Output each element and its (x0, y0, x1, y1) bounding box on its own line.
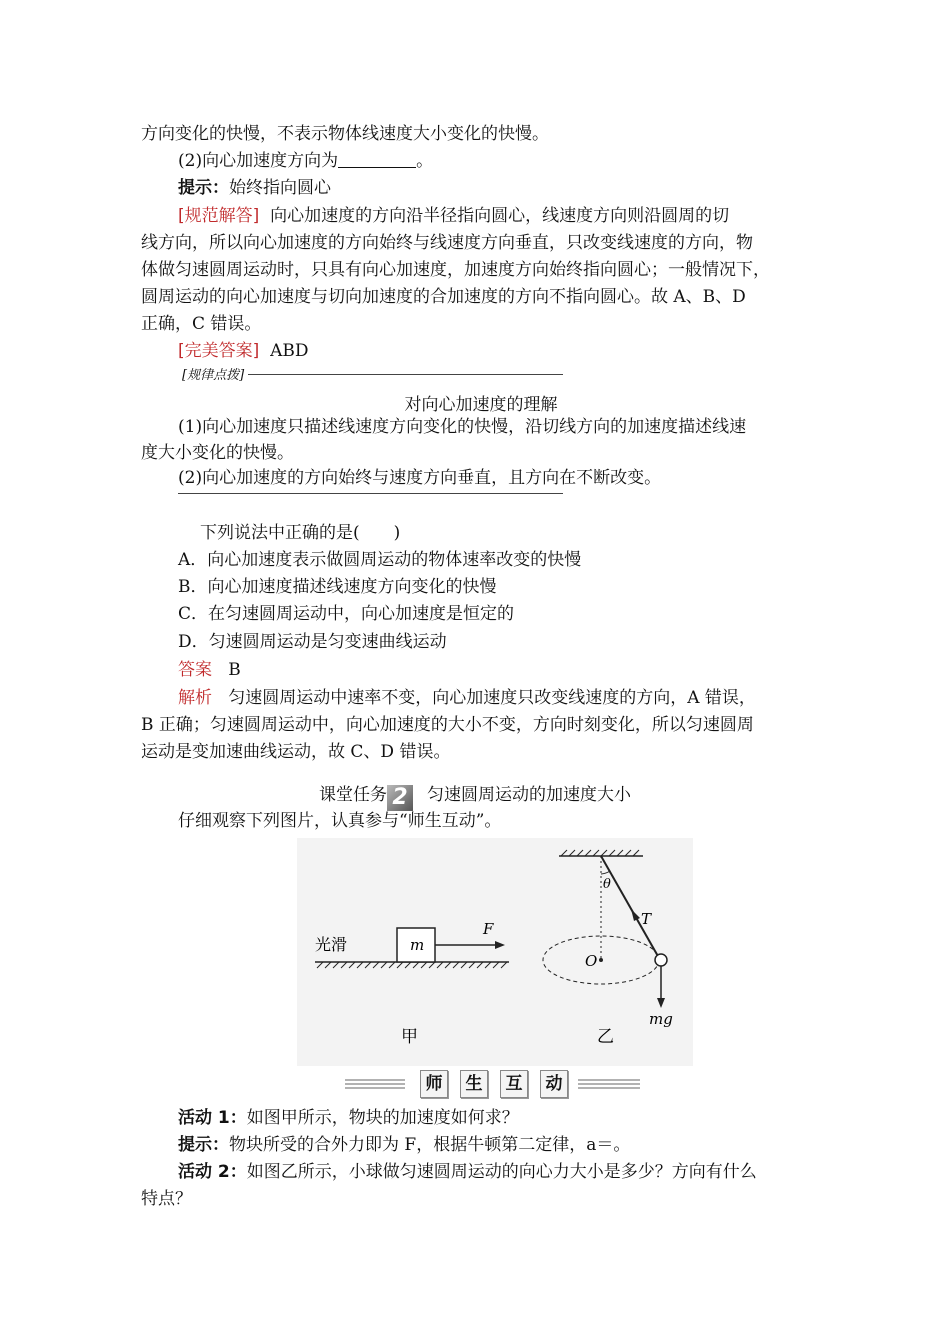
activity-1 (178, 1107, 858, 1129)
activity-2 (178, 1161, 858, 1183)
caption-right: 乙 (597, 1027, 614, 1047)
hint-text: 物块所受的合外力即为 F，根据牛顿第二定律，a＝。 (229, 1135, 631, 1155)
analysis-cont: 运动是变加速曲线运动，故 C、D 错误。 (141, 742, 451, 762)
activity-2-cont: 特点？ (141, 1189, 192, 1209)
activity-2-label: 活动 2： (178, 1162, 247, 1182)
standard-answer-line (178, 205, 858, 227)
interaction-char: 生 (460, 1070, 488, 1098)
text-line: 线方向，所以向心加速度的方向始终与线速度方向垂直，只改变线速度的方向，物 (141, 233, 753, 253)
ball (655, 954, 667, 966)
activity-2-text: 如图乙所示，小球做匀速圆周运动的向心力大小是多少？方向有什么 (246, 1162, 757, 1182)
option-c: C．在匀速圆周运动中，向心加速度是恒定的 (178, 604, 515, 624)
question-2-prefix: (2)向心加速度方向为 (178, 151, 339, 171)
text-line: 方向变化的快慢，不表示物体线速度大小变化的快慢。 (141, 124, 549, 144)
weight-label: mg (649, 1010, 673, 1028)
tip-tag: [规律点拨] (178, 364, 248, 383)
angle-label: θ (603, 877, 611, 892)
physics-figure (297, 838, 693, 1066)
tip-point-1-cont: 度大小变化的快慢。 (141, 443, 294, 463)
interaction-char: 师 (420, 1070, 448, 1098)
tension-label: T (641, 910, 652, 928)
force-label: F (483, 920, 494, 938)
option-b: B．向心加速度描述线速度方向变化的快慢 (178, 577, 497, 597)
caption-left: 甲 (401, 1027, 418, 1047)
smooth-label: 光滑 (315, 935, 348, 954)
text-line: 圆周运动的向心加速度与切向加速度的合加速度的方向不指向圆心。故 A、B、D (141, 287, 746, 307)
interaction-char: 互 (500, 1070, 528, 1098)
text-line: 正确，C 错误。 (141, 314, 262, 334)
answer-label: 答案 (178, 660, 212, 680)
question-stem: 下列说法中正确的是( ) (200, 523, 401, 543)
question-2-line (178, 150, 858, 172)
answer-line (178, 659, 858, 681)
question-2-suffix: 。 (416, 151, 434, 171)
center-point (599, 958, 603, 962)
answer-value: B (228, 660, 241, 680)
tip-point-1: (1)向心加速度只描述线速度方向变化的快慢，沿切线方向的加速度描述线速 (178, 417, 747, 437)
activity-1-text: 如图甲所示，物块的加速度如何求？ (246, 1108, 519, 1128)
tip-bottom-rule (178, 493, 563, 494)
standard-answer-text: 向心加速度的方向沿半径指向圆心，线速度方向则沿圆周的切 (270, 206, 730, 226)
tip-point-2: (2)向心加速度的方向始终与速度方向垂直，且方向在不断改变。 (178, 468, 662, 488)
answer-blank (338, 151, 416, 168)
figure-background (297, 838, 693, 1066)
activity-1-label: 活动 1： (178, 1108, 247, 1128)
tip-title: 对向心加速度的理解 (404, 395, 558, 415)
activity-1-hint (178, 1134, 858, 1156)
task-heading (0, 780, 950, 811)
center-label: O (585, 952, 598, 970)
mass-label: m (410, 936, 425, 954)
standard-answer-tag: [规范解答] (178, 206, 260, 226)
task-prefix: 课堂任务 (319, 785, 387, 805)
perfect-answer-line (178, 340, 858, 362)
interaction-char: 动 (540, 1070, 568, 1098)
option-a: A．向心加速度表示做圆周运动的物体速率改变的快慢 (178, 550, 582, 570)
text-line: 体做匀速圆周运动时，只具有向心加速度，加速度方向始终指向圆心；一般情况下， (141, 260, 770, 280)
perfect-answer-tag: [完美答案] (178, 341, 260, 361)
hint-label: 提示： (178, 178, 229, 198)
hint-text: 始终指向圆心 (229, 178, 331, 198)
observe-instruction: 仔细观察下列图片，认真参与“师生互动”。 (178, 811, 502, 831)
analysis-label: 解析 (178, 688, 212, 708)
analysis-cont: B 正确；匀速圆周运动中，向心加速度的大小不变，方向时刻变化，所以匀速圆周 (141, 715, 754, 735)
analysis-text: 匀速圆周运动中速率不变，向心加速度只改变线速度的方向，A 错误， (228, 688, 756, 708)
task-title: 匀速圆周运动的加速度大小 (427, 785, 631, 805)
task-number-badge: 2 (387, 785, 413, 811)
hint-line (178, 177, 858, 199)
analysis-line (178, 687, 858, 709)
hint-label: 提示： (178, 1135, 229, 1155)
option-d: D．匀速圆周运动是匀变速曲线运动 (178, 632, 447, 652)
perfect-answer-text: ABD (270, 341, 309, 361)
